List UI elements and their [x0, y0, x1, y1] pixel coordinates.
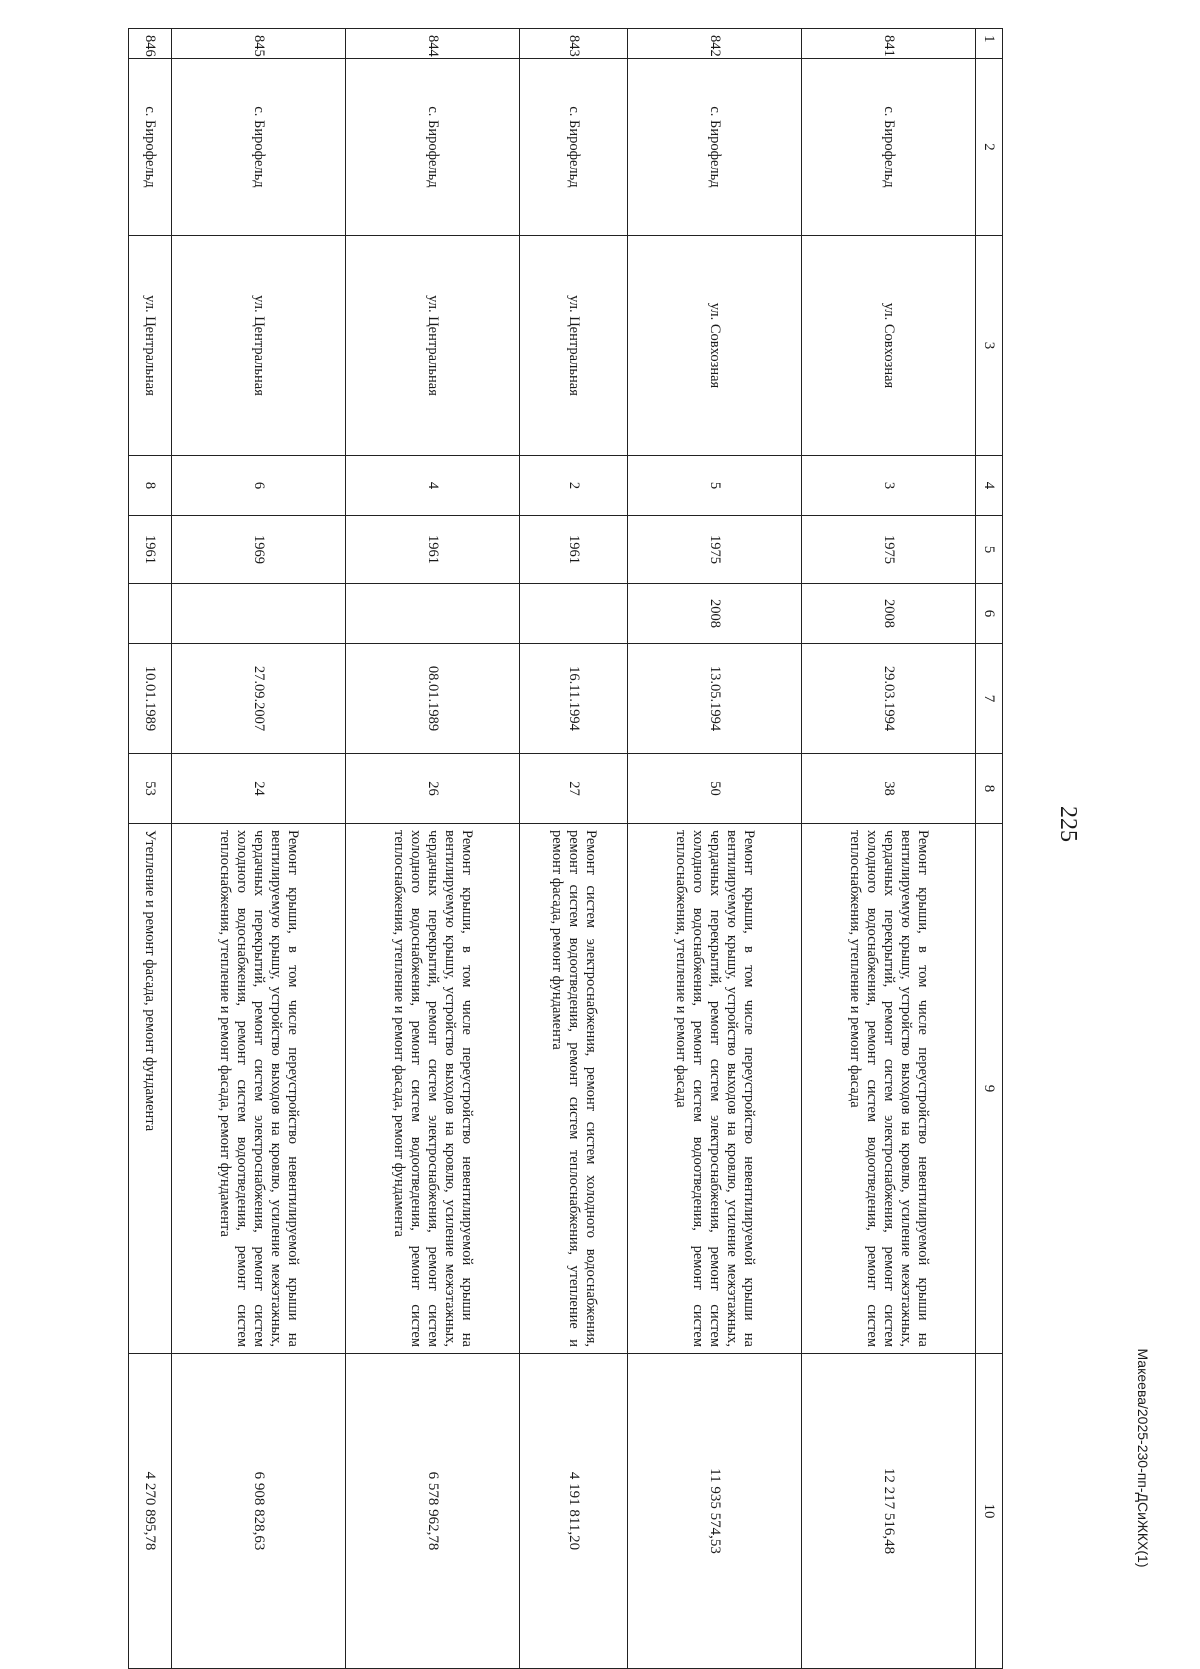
locality: с. Бирофельд	[801, 59, 975, 236]
table-row	[345, 29, 519, 1669]
table-row	[801, 29, 975, 1669]
page-number: 225	[1055, 806, 1081, 842]
count: 38	[801, 754, 975, 824]
column-number: 3	[976, 236, 1003, 456]
works-description: Ремонт крыши, в том числе переустройство невентилируемой крыши на вентилируемую крышу, устройство выходов на кровлю, усиление межэтажных, чердачных перекрытий, ремонт систем электроснабжения, ремонт систем холодного водоснабжения, ремонт систем водоотведения, ремонт систем теплоснабжения, утепление и ремонт фасада, ремонт фундамента	[171, 824, 345, 1354]
locality: с. Бирофельд	[519, 59, 627, 236]
date: 29.03.1994	[801, 644, 975, 754]
cost: 12 217 516,48	[801, 1354, 975, 1669]
cost: 6 578 962,78	[345, 1354, 519, 1669]
count: 27	[519, 754, 627, 824]
year-column-6: 2008	[627, 584, 801, 644]
year-built: 1961	[129, 516, 172, 584]
house-number: 2	[519, 456, 627, 516]
street: ул. Центральная	[345, 236, 519, 456]
house-number: 3	[801, 456, 975, 516]
column-number: 10	[976, 1354, 1003, 1669]
street: ул. Центральная	[519, 236, 627, 456]
column-number: 7	[976, 644, 1003, 754]
date: 13.05.1994	[627, 644, 801, 754]
column-number: 6	[976, 584, 1003, 644]
cost: 4 270 895,78	[129, 1354, 172, 1669]
year-column-6	[129, 584, 172, 644]
street: ул. Совхозная	[801, 236, 975, 456]
table-row	[627, 29, 801, 1669]
street: ул. Совхозная	[627, 236, 801, 456]
count: 26	[345, 754, 519, 824]
street: ул. Центральная	[171, 236, 345, 456]
house-number: 6	[171, 456, 345, 516]
row-number: 841	[801, 29, 975, 59]
registry-table	[128, 28, 1003, 1669]
column-number: 4	[976, 456, 1003, 516]
date: 16.11.1994	[519, 644, 627, 754]
table-row	[519, 29, 627, 1669]
document-footer-code: Макеева/2025-230-пп-ДСиЖКХ(1)	[1135, 1348, 1151, 1568]
year-built: 1961	[345, 516, 519, 584]
column-number: 9	[976, 824, 1003, 1354]
row-number: 842	[627, 29, 801, 59]
year-built: 1969	[171, 516, 345, 584]
count: 24	[171, 754, 345, 824]
count: 53	[129, 754, 172, 824]
cost: 6 908 828,63	[171, 1354, 345, 1669]
works-description: Ремонт крыши, в том числе переустройство невентилируемой крыши на вентилируемую крышу, устройство выходов на кровлю, усиление межэтажных, чердачных перекрытий, ремонт систем электроснабжения, ремонт систем холодного водоснабжения, ремонт систем водоотведения, ремонт систем теплоснабжения, утепление и ремонт фасада, ремонт фундамента	[345, 824, 519, 1354]
locality: с. Бирофельд	[171, 59, 345, 236]
locality: с. Бирофельд	[129, 59, 172, 236]
row-number: 845	[171, 29, 345, 59]
year-column-6	[345, 584, 519, 644]
row-number: 843	[519, 29, 627, 59]
street: ул. Центральная	[129, 236, 172, 456]
locality: с. Бирофельд	[627, 59, 801, 236]
year-built: 1975	[801, 516, 975, 584]
row-number: 844	[345, 29, 519, 59]
cost: 11 935 574,53	[627, 1354, 801, 1669]
year-built: 1961	[519, 516, 627, 584]
date: 08.01.1989	[345, 644, 519, 754]
date: 10.01.1989	[129, 644, 172, 754]
cost: 4 191 811,20	[519, 1354, 627, 1669]
house-number: 8	[129, 456, 172, 516]
column-number: 8	[976, 754, 1003, 824]
column-number: 5	[976, 516, 1003, 584]
table-row	[129, 29, 172, 1669]
year-built: 1975	[627, 516, 801, 584]
year-column-6: 2008	[801, 584, 975, 644]
table-row	[171, 29, 345, 1669]
column-number: 2	[976, 59, 1003, 236]
year-column-6	[171, 584, 345, 644]
house-number: 5	[627, 456, 801, 516]
works-description: Ремонт систем электроснабжения, ремонт систем холодного водоснабжения, ремонт систем водоотведения, ремонт систем теплоснабжения, утепление и ремонт фасада, ремонт фундамента	[519, 824, 627, 1354]
works-description: Ремонт крыши, в том числе переустройство невентилируемой крыши на вентилируемую крышу, устройство выходов на кровлю, усиление межэтажных, чердачных перекрытий, ремонт систем электроснабжения, ремонт систем холодного водоснабжения, ремонт систем водоотведения, ремонт систем теплоснабжения, утепление и ремонт фасада	[801, 824, 975, 1354]
works-description: Ремонт крыши, в том числе переустройство невентилируемой крыши на вентилируемую крышу, устройство выходов на кровлю, усиление межэтажных, чердачных перекрытий, ремонт систем электроснабжения, ремонт систем холодного водоснабжения, ремонт систем водоотведения, ремонт систем теплоснабжения, утепление и ремонт фасада	[627, 824, 801, 1354]
house-number: 4	[345, 456, 519, 516]
locality: с. Бирофельд	[345, 59, 519, 236]
year-column-6	[519, 584, 627, 644]
works-description: Утепление и ремонт фасада, ремонт фундамента	[129, 824, 172, 1354]
date: 27.09.2007	[171, 644, 345, 754]
row-number: 846	[129, 29, 172, 59]
column-number: 1	[976, 29, 1003, 59]
column-number-row	[976, 29, 1003, 1669]
count: 50	[627, 754, 801, 824]
rotated-table-container	[128, 28, 1003, 1668]
